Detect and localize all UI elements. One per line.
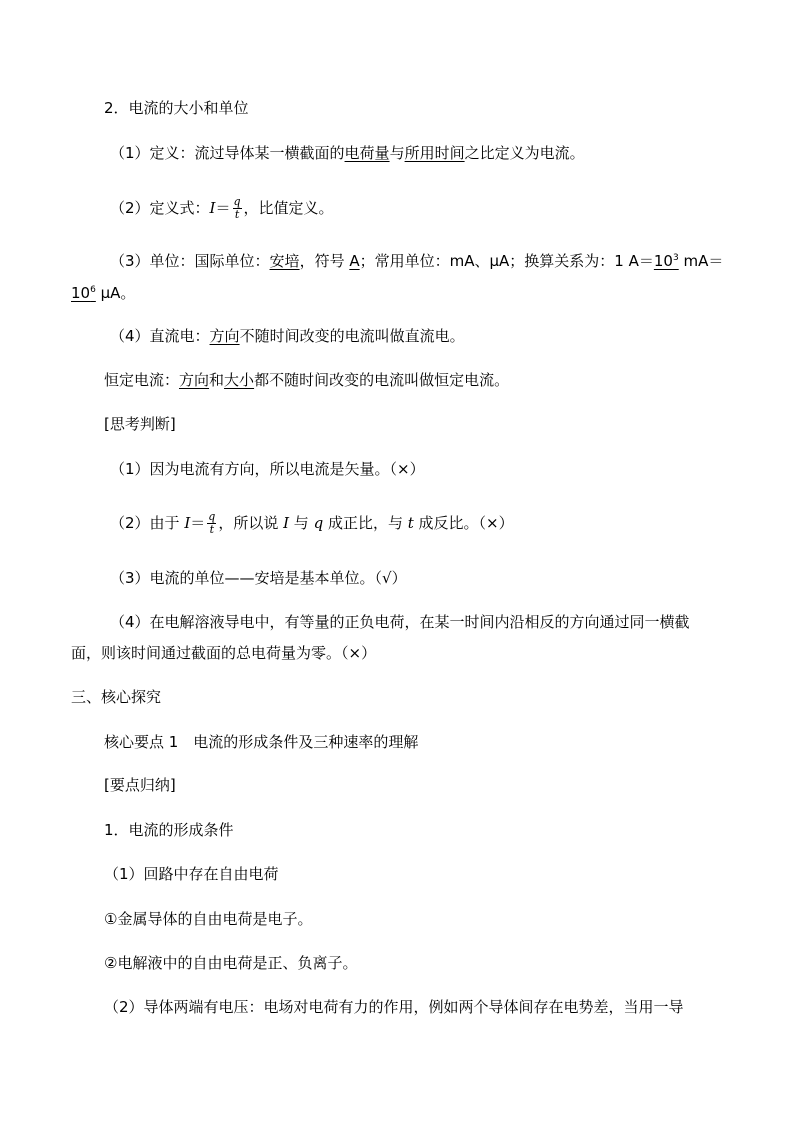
fraction-q-over-t-2: $\frac{q}{t}$ [208,510,216,536]
judgement-4-line-2: 面，则该时间通过截面的总电荷量为零。（×） [71,644,377,662]
formula-paragraph: （2）定义式：I＝ $\frac{q}{t}$ ，比值定义。 [110,195,334,221]
judgement-3: （3）电流的单位——安培是基本单位。（√） [110,569,407,587]
condition-title: 1．电流的形成条件 [104,821,234,839]
think-judge-title: [思考判断] [104,415,176,433]
condition-1a: ①金属导体的自由电荷是电子。 [104,910,313,928]
constant-current-paragraph: 恒定电流：方向和大小都不随时间改变的电流叫做恒定电流。 [104,371,510,389]
unit-paragraph-line-2: $10^6$ μA。 [71,284,136,302]
condition-1b: ②电解液中的自由电荷是正、负离子。 [104,954,358,972]
judgement-2: （2）由于 I＝ $\frac{q}{t}$ ，所以说 I 与 q 成正比，与 t 成反比。（×） [110,510,514,536]
judgement-1: （1）因为电流有方向，所以电流是矢量。（×） [110,460,425,478]
summary-title: [要点归纳] [104,776,176,794]
dc-paragraph: （4）直流电：方向不随时间改变的电流叫做直流电。 [110,327,465,345]
judgement-4-line-1: （4）在电解溶液导电中，有等量的正负电荷，在某一时间内沿相反的方向通过同一横截 [110,613,690,631]
condition-1: （1）回路中存在自由电荷 [104,865,279,883]
definition-paragraph: （1）定义：流过导体某一横截面的电荷量与所用时间之比定义为电流。 [110,144,585,162]
fraction-q-over-t: $\frac{q}{t}$ [233,195,241,221]
section-2-title: 2．电流的大小和单位 [104,99,249,117]
section-3-title: 三、核心探究 [71,688,162,706]
condition-2: （2）导体两端有电压：电场对电荷有力的作用，例如两个导体间存在电势差，当用一导 [104,998,684,1016]
unit-paragraph-line-1: （3）单位：国际单位：安培，符号 A；常用单位：mA、μA；换算关系为：1 $A=10^3$ mA＝ [110,252,724,270]
core-point-1-title: 核心要点 1 电流的形成条件及三种速率的理解 [104,733,419,751]
